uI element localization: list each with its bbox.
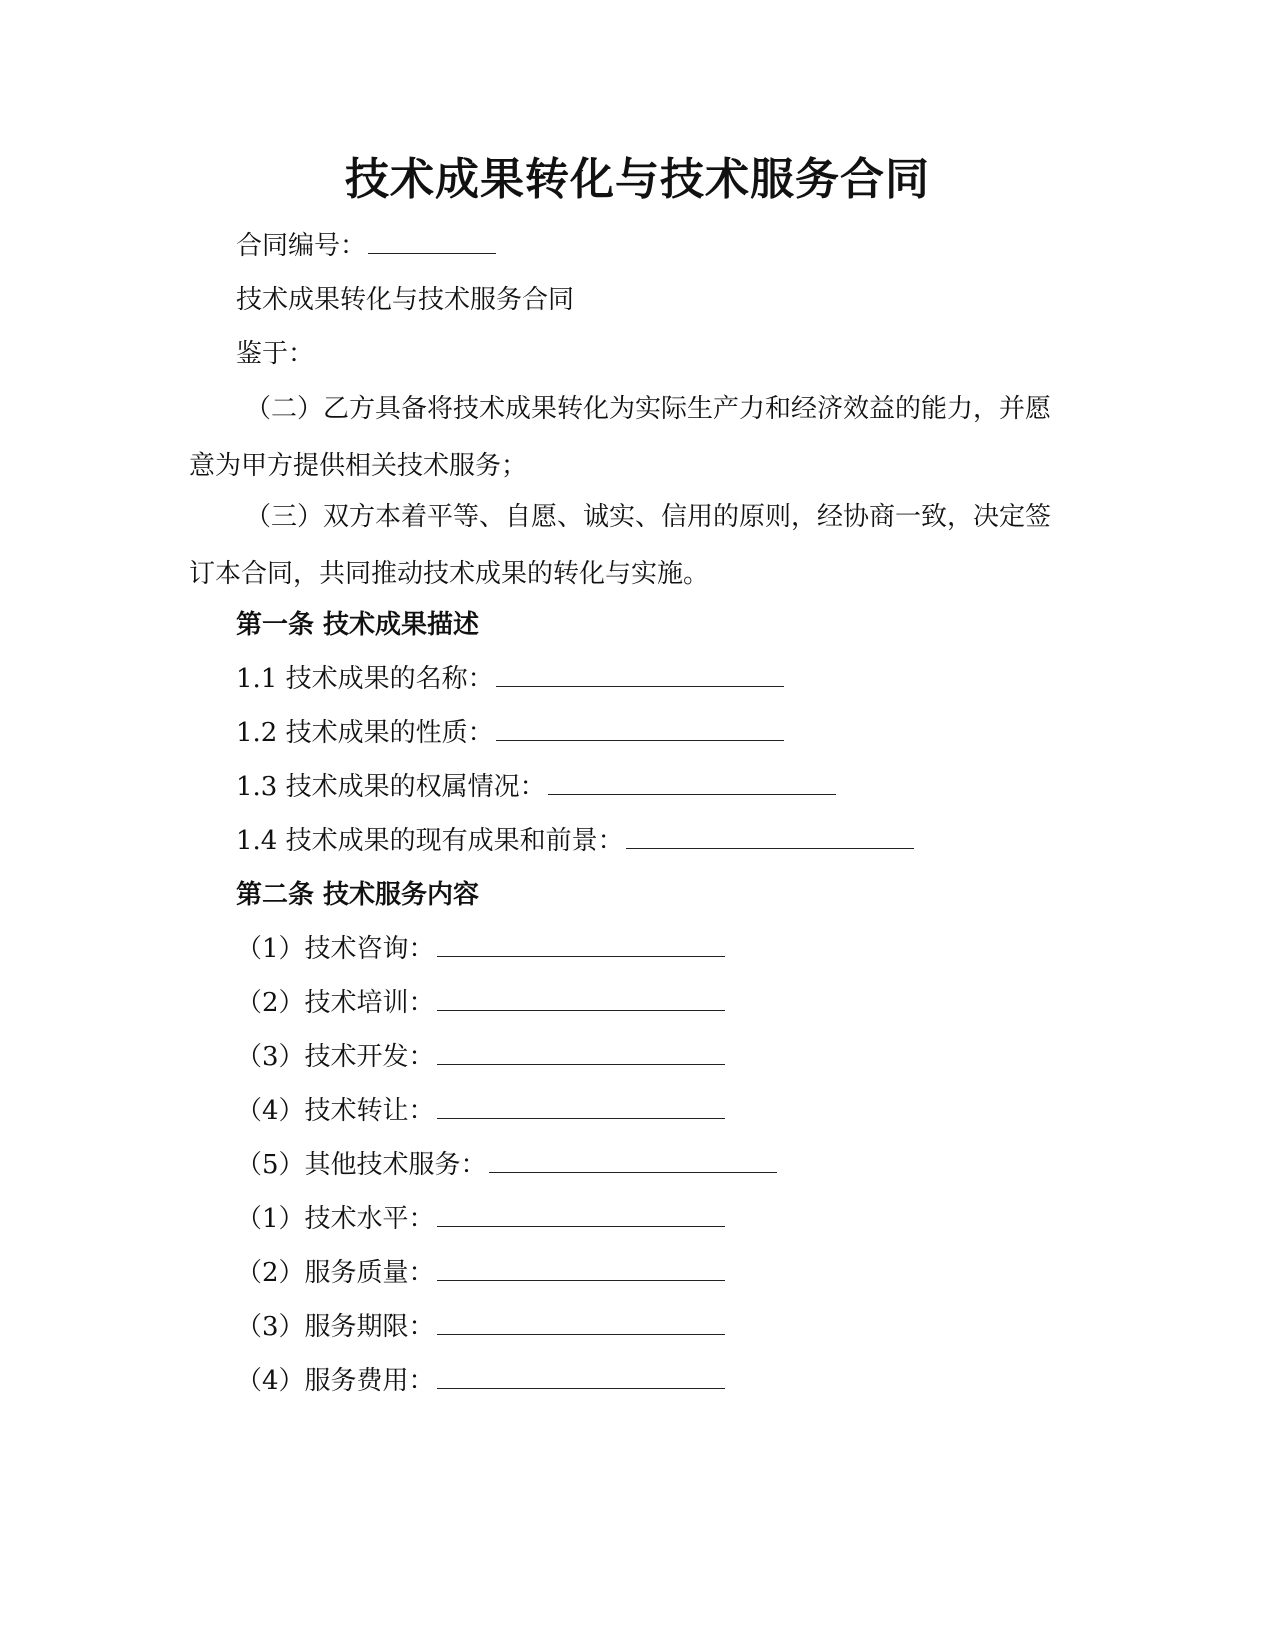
field-label: （4）服务费用： (236, 1366, 435, 1396)
article-2-item-5 (236, 1148, 777, 1182)
service-period-field[interactable] (437, 1310, 725, 1335)
service-fee-field[interactable] (437, 1364, 725, 1389)
tech-transfer-field[interactable] (437, 1094, 725, 1119)
tech-level-field[interactable] (437, 1202, 725, 1227)
tech-result-name-field[interactable] (496, 662, 784, 687)
requirement-item-3 (236, 1310, 725, 1344)
service-quality-field[interactable] (437, 1256, 725, 1281)
field-label: （1）技术咨询： (236, 934, 435, 964)
field-label: 1.1 技术成果的名称： (236, 664, 494, 694)
field-label: （2）技术培训： (236, 988, 435, 1018)
tech-consulting-field[interactable] (437, 932, 725, 957)
tech-training-field[interactable] (437, 986, 725, 1011)
tech-result-nature-field[interactable] (496, 716, 784, 741)
field-label: （3）技术开发： (236, 1042, 435, 1072)
article-1-item-1 (236, 662, 784, 696)
article-1-item-2 (236, 716, 784, 750)
contract-subtitle: 技术成果转化与技术服务合同 (236, 285, 575, 315)
whereas-label: 鉴于： (236, 339, 315, 369)
requirement-item-4 (236, 1364, 725, 1398)
field-label: （1）技术水平： (236, 1204, 435, 1234)
recital-2: （二）乙方具备将技术成果转化为实际生产力和经济效益的能力，并愿意为甲方提供相关技术服务； (189, 394, 1052, 481)
article-2-item-4 (236, 1094, 725, 1128)
tech-result-ownership-field[interactable] (548, 770, 836, 795)
field-label: 1.4 技术成果的现有成果和前景： (236, 826, 624, 856)
document-title: 技术成果转化与技术服务合同 (345, 154, 930, 205)
field-label: 1.3 技术成果的权属情况： (236, 772, 546, 802)
other-tech-service-field[interactable] (489, 1148, 777, 1173)
article-1-item-4 (236, 824, 914, 858)
field-label: （2）服务质量： (236, 1258, 435, 1288)
requirement-item-1 (236, 1202, 725, 1236)
contract-number-label: 合同编号： (236, 231, 367, 261)
field-label: 1.2 技术成果的性质： (236, 718, 494, 748)
tech-result-prospect-field[interactable] (626, 824, 914, 849)
tech-development-field[interactable] (437, 1040, 725, 1065)
requirement-item-2 (236, 1256, 725, 1290)
article-1-item-3 (236, 770, 836, 804)
article-2-item-1 (236, 932, 725, 966)
article-2-item-3 (236, 1040, 725, 1074)
field-label: （4）技术转让： (236, 1096, 435, 1126)
field-label: （5）其他技术服务： (236, 1150, 487, 1180)
field-label: （3）服务期限： (236, 1312, 435, 1342)
article-2-item-2 (236, 986, 725, 1020)
contract-number-field[interactable] (368, 229, 496, 254)
article-1-heading: 第一条 技术成果描述 (236, 610, 480, 640)
contract-number-line (236, 229, 496, 263)
recital-3: （三）双方本着平等、自愿、诚实、信用的原则，经协商一致，决定签订本合同，共同推动技术成果的转化与实施。 (189, 502, 1052, 589)
article-2-heading: 第二条 技术服务内容 (236, 880, 480, 910)
